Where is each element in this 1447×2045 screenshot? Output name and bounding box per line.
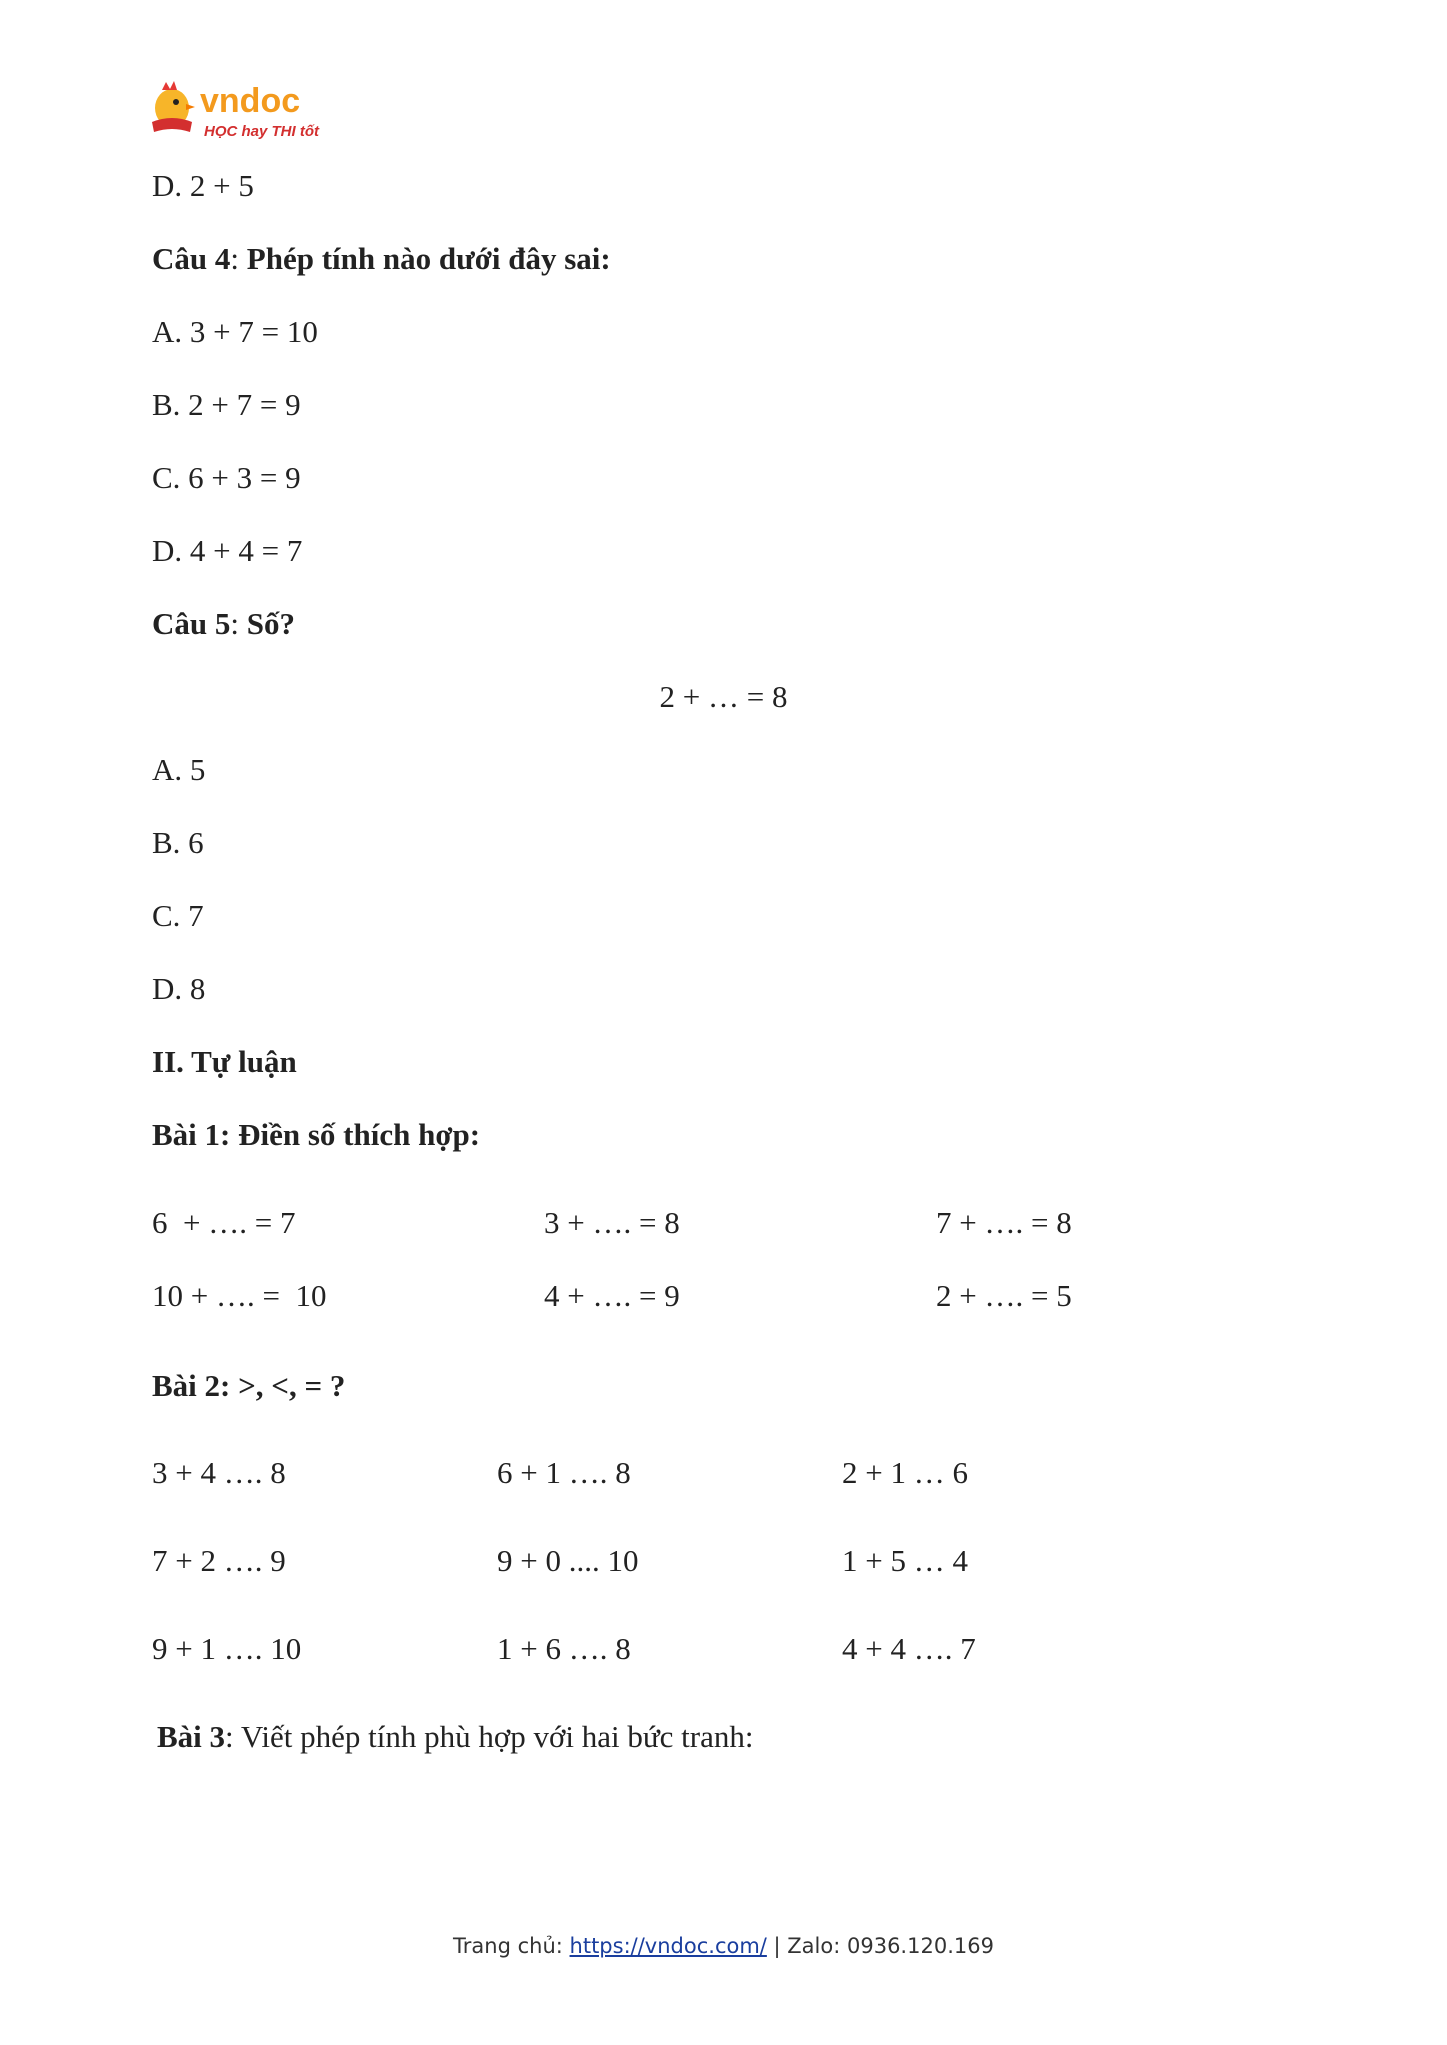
q5-expression: 2 + … = 8 <box>659 679 788 714</box>
bai-2-title: Bài 2: >, <, = ? <box>152 1368 346 1403</box>
section-2-title: II. Tự luận <box>152 1044 297 1079</box>
bai-1-item: 10 + …. = 10 <box>152 1278 327 1313</box>
question-5 <box>152 604 295 644</box>
footer-zalo: | Zalo: 0936.120.169 <box>766 1934 994 1958</box>
bai-1-title: Bài 1: Điền số thích hợp: <box>152 1117 481 1152</box>
page-footer <box>0 1934 1447 1958</box>
question-4-label: Câu 4 <box>152 241 231 276</box>
q5-option-a: A. 5 <box>152 752 206 787</box>
bai-1-item: 7 + …. = 8 <box>936 1205 1072 1240</box>
bai-1-item: 2 + …. = 5 <box>936 1278 1072 1313</box>
svg-text:HỌC hay THI tốt: HỌC hay THI tốt <box>204 123 319 140</box>
rooster-mascot-icon <box>148 78 348 142</box>
q5-option-c: C. 7 <box>152 898 204 933</box>
bai-2-item: 7 + 2 …. 9 <box>152 1543 286 1578</box>
bai-2-item: 9 + 1 …. 10 <box>152 1631 302 1666</box>
question-4 <box>152 239 611 279</box>
q5-option-b: B. 6 <box>152 825 204 860</box>
bai-2-item: 2 + 1 … 6 <box>842 1455 968 1490</box>
question-4-text: Phép tính nào dưới đây sai: <box>239 241 611 276</box>
footer-home-link[interactable]: https://vndoc.com/ <box>569 1934 767 1958</box>
bai-1-item: 6 + …. = 7 <box>152 1205 296 1240</box>
svg-text:vndoc: vndoc <box>200 82 301 120</box>
vndoc-logo[interactable] <box>148 78 348 142</box>
q3-option-d: D. 2 + 5 <box>152 168 254 203</box>
footer-home-label: Trang chủ: <box>453 1934 570 1958</box>
bai-2-item: 6 + 1 …. 8 <box>497 1455 631 1490</box>
bai-2-item: 1 + 6 …. 8 <box>497 1631 631 1666</box>
bai-2-item: 9 + 0 .... 10 <box>497 1543 639 1578</box>
q4-option-b: B. 2 + 7 = 9 <box>152 387 301 422</box>
bai-1-item: 3 + …. = 8 <box>544 1205 680 1240</box>
bai-3-text: : Viết phép tính phù hợp với hai bức tranh: <box>225 1719 754 1754</box>
question-5-label: Câu 5 <box>152 606 231 641</box>
q4-option-d: D. 4 + 4 = 7 <box>152 533 303 568</box>
question-5-sep: : <box>230 606 240 641</box>
q4-option-a: A. 3 + 7 = 10 <box>152 314 318 349</box>
question-4-sep: : <box>230 241 240 276</box>
question-5-text: Số? <box>239 606 296 641</box>
bai-2-item: 3 + 4 …. 8 <box>152 1455 286 1490</box>
q5-option-d: D. 8 <box>152 971 206 1006</box>
bai-2-item: 1 + 5 … 4 <box>842 1543 968 1578</box>
bai-2-item: 4 + 4 …. 7 <box>842 1631 976 1666</box>
q4-option-c: C. 6 + 3 = 9 <box>152 460 301 495</box>
bai-3-label: Bài 3 <box>157 1719 226 1754</box>
bai-1-item: 4 + …. = 9 <box>544 1278 680 1313</box>
bai-3 <box>157 1717 754 1757</box>
